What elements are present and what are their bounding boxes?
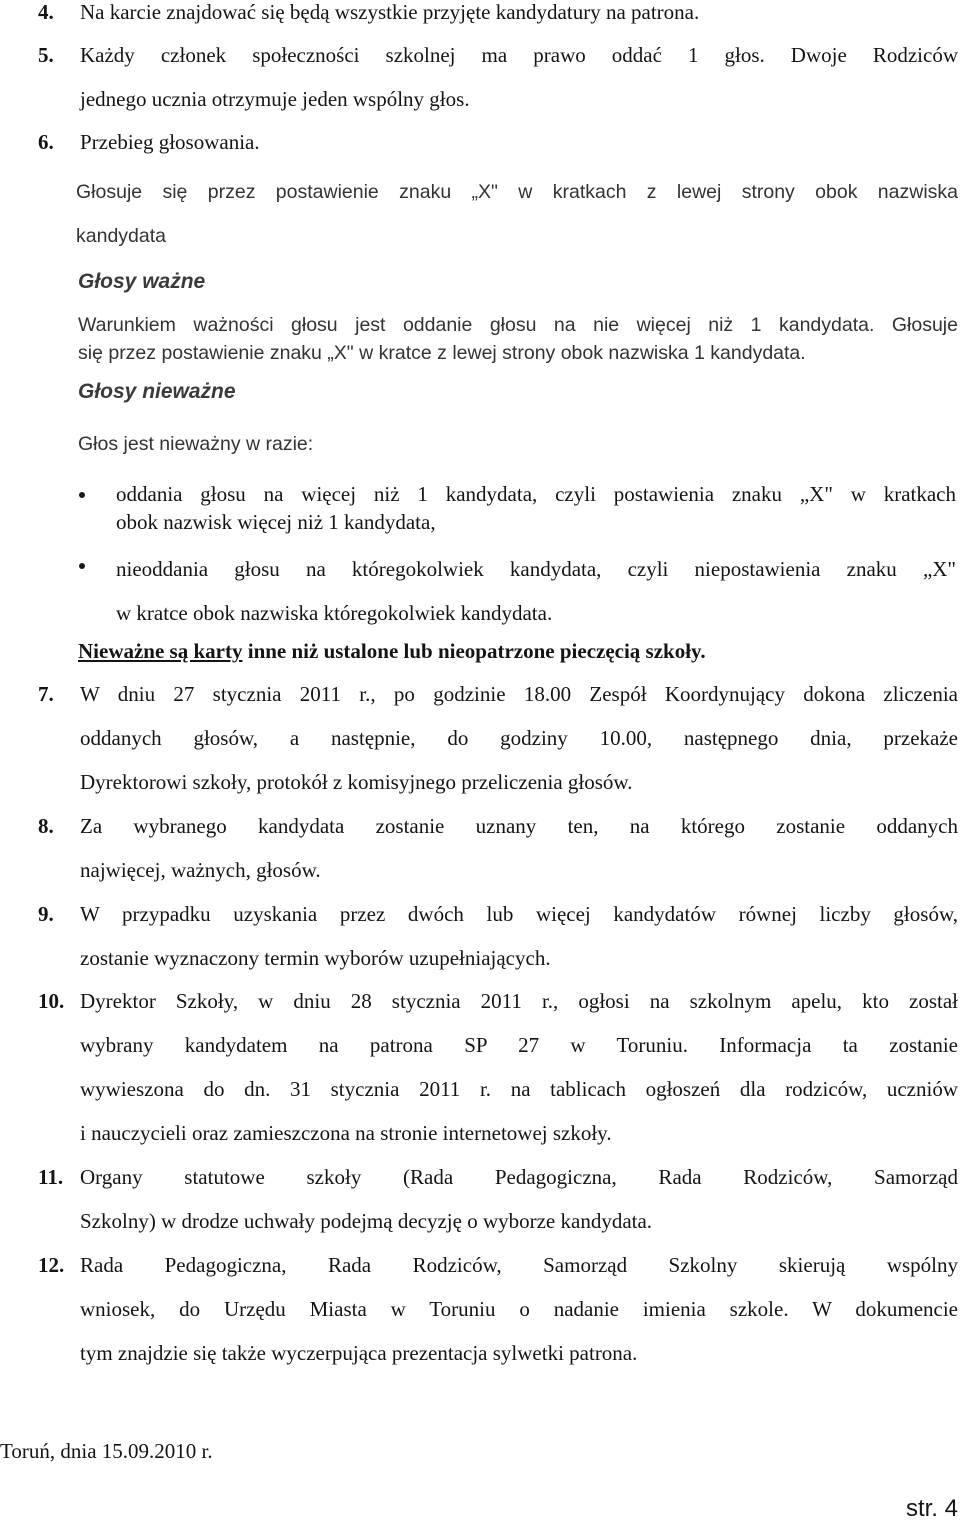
item-text: W przypadku uzyskania przez dwóch lub więcej kandydatów równej liczby głosów, zostanie wyznaczony termin wyborów uzupełniających. [80, 902, 958, 970]
bullet-item: oddania głosu na więcej niż 1 kandydata, czyli postawienia znaku „X" w kratkach obok nazwisk więcej niż 1 kandydata, [116, 482, 956, 534]
invalid-votes-heading: Głosy nieważne [78, 380, 236, 403]
item-text: Na karcie znajdować się będą wszystkie przyjęte kandydatury na patrona. [80, 0, 700, 24]
item-number: 10. [38, 989, 65, 1013]
valid-votes-text: Warunkiem ważności głosu jest oddanie głosu na nie więcej niż 1 kandydata. Głosuje się przez postawienie znaku „X" w kratce z lewej strony obok nazwiska 1 kandydata. [78, 314, 958, 364]
item-number: 4. [38, 0, 54, 24]
document-date: Toruń, dnia 15.09.2010 r. [0, 1439, 213, 1463]
item-number: 11. [38, 1165, 64, 1189]
bullet-item: nieoddania głosu na któregokolwiek kandydata, czyli niepostawienia znaku „X" w kratce obok nazwiska któregokolwiek kandydata. [116, 557, 956, 625]
item-number: 5. [38, 43, 54, 67]
voting-intro: Głosuje się przez postawienie znaku „X" w kratkach z lewej strony obok nazwiska kandydata [76, 181, 958, 247]
item-number: 9. [38, 902, 54, 926]
item-text: Każdy członek społeczności szkolnej ma prawo oddać 1 głos. Dwoje Rodziców jednego ucznia otrzymuje jeden wspólny głos. [80, 43, 958, 111]
item-text: Przebieg głosowania. [80, 130, 260, 154]
bullet-icon [79, 563, 85, 569]
valid-votes-heading: Głosy ważne [78, 270, 206, 293]
item-text: W dniu 27 stycznia 2011 r., po godzinie 18.00 Zespół Koordynujący dokona zliczenia oddanych głosów, a następnie, do godziny 10.00, następnego dnia, przekaże Dyrektorowi szkoły, protokół z komisyjnego przeliczenia głosów. [80, 682, 958, 794]
item-number: 8. [38, 814, 54, 838]
invalid-cards-note: Nieważne są karty inne niż ustalone lub nieopatrzone pieczęcią szkoły. [78, 639, 706, 663]
item-text: Za wybranego kandydata zostanie uznany ten, na którego zostanie oddanych najwięcej, ważnych, głosów. [80, 814, 958, 882]
invalid-votes-intro: Głos jest nieważny w razie: [78, 433, 314, 455]
item-number: 12. [38, 1253, 65, 1277]
item-text: Dyrektor Szkoły, w dniu 28 stycznia 2011 r., ogłosi na szkolnym apelu, kto został wybrany kandydatem na patrona SP 27 w Toruniu. Informacja ta zostanie wywieszona do dn. 31 stycznia 2011 r. na tablicach ogłoszeń dla rodziców, uczniów i nauczycieli oraz zamieszczona na stronie internetowej szkoły. [80, 989, 958, 1145]
bullet-icon [79, 492, 85, 498]
item-text: Organy statutowe szkoły (Rada Pedagogiczna, Rada Rodziców, Samorząd Szkolny) w drodze uchwały podejmą decyzję o wyborze kandydata. [80, 1165, 958, 1233]
page-number: str. 4 [905, 1495, 958, 1522]
item-number: 7. [38, 682, 54, 706]
item-text: Rada Pedagogiczna, Rada Rodziców, Samorząd Szkolny skierują wspólny wniosek, do Urzędu Miasta w Toruniu o nadanie imienia szkole. W dokumencie tym znajdzie się także wyczerpująca prezentacja sylwetki patrona. [80, 1253, 958, 1365]
item-number: 6. [38, 130, 54, 154]
